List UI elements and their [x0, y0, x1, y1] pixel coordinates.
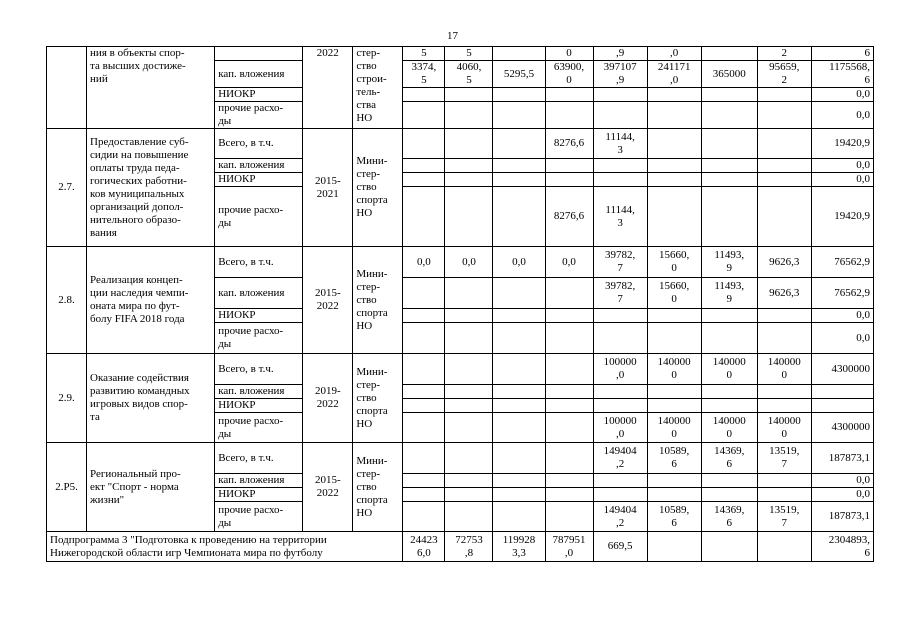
- value-cell: [701, 474, 757, 488]
- value-cell: [493, 159, 545, 173]
- value-cell: [757, 385, 811, 399]
- value-cell: [403, 354, 445, 385]
- value-cell: [701, 173, 757, 187]
- value-cell: [545, 399, 593, 413]
- value-cell: [593, 399, 647, 413]
- value-cell: 39782, 7: [593, 247, 647, 278]
- value-cell: [493, 323, 545, 354]
- value-cell: [493, 354, 545, 385]
- value-cell: [493, 309, 545, 323]
- value-cell: [403, 88, 445, 102]
- value-cell: [701, 129, 757, 159]
- value-cell: [593, 309, 647, 323]
- value-cell: [701, 399, 757, 413]
- value-cell: [647, 474, 701, 488]
- value-cell: [647, 385, 701, 399]
- value-cell: 5: [403, 47, 445, 61]
- value-cell: [647, 102, 701, 129]
- value-cell: [403, 129, 445, 159]
- expense-type: кап. вложения: [215, 278, 303, 309]
- value-cell: [445, 443, 493, 474]
- value-cell: [493, 474, 545, 488]
- value-cell: 6: [811, 47, 873, 61]
- value-cell: [647, 129, 701, 159]
- value-cell: 241171 ,0: [647, 61, 701, 88]
- value-cell: [445, 187, 493, 247]
- value-cell: [545, 278, 593, 309]
- value-cell: 95659, 2: [757, 61, 811, 88]
- value-cell: 365000: [701, 61, 757, 88]
- expense-type: кап. вложения: [215, 385, 303, 399]
- value-cell: [701, 488, 757, 502]
- value-cell: [493, 187, 545, 247]
- value-cell: 3374, 5: [403, 61, 445, 88]
- expense-type: прочие расхо- ды: [215, 102, 303, 129]
- expense-type: Всего, в т.ч.: [215, 443, 303, 474]
- value-cell: [445, 129, 493, 159]
- value-cell: 0,0: [493, 247, 545, 278]
- value-cell: [647, 88, 701, 102]
- value-cell: [403, 323, 445, 354]
- table-row: [47, 354, 874, 385]
- years: 2015- 2022: [303, 247, 353, 354]
- value-cell: 15660, 0: [647, 247, 701, 278]
- value-cell: [545, 488, 593, 502]
- years: 2019- 2022: [303, 354, 353, 443]
- executor: Мини- стер- ство спорта НО: [353, 129, 403, 247]
- value-cell: [593, 173, 647, 187]
- value-cell: [701, 309, 757, 323]
- value-cell: [403, 502, 445, 532]
- value-cell: [403, 309, 445, 323]
- value-cell: 0,0: [545, 247, 593, 278]
- value-cell: 10589, 6: [647, 502, 701, 532]
- value-cell: [701, 88, 757, 102]
- budget-table: [46, 46, 874, 562]
- value-cell: 1175568, 6: [811, 61, 873, 88]
- subtotal-row: [47, 532, 874, 562]
- value-cell: 9626,3: [757, 278, 811, 309]
- value-cell: [445, 323, 493, 354]
- page-number: 17: [447, 30, 458, 42]
- value-cell: [493, 88, 545, 102]
- expense-type: НИОКР: [215, 88, 303, 102]
- value-cell: [647, 173, 701, 187]
- value-cell: 11493, 9: [701, 247, 757, 278]
- value-cell: [701, 102, 757, 129]
- value-cell: [593, 102, 647, 129]
- value-cell: [545, 474, 593, 488]
- expense-type: прочие расхо- ды: [215, 187, 303, 247]
- item-number: 2.Р5.: [47, 443, 87, 532]
- value-cell: [757, 159, 811, 173]
- value-cell: [445, 278, 493, 309]
- expense-type: НИОКР: [215, 173, 303, 187]
- value-cell: [493, 502, 545, 532]
- value-cell: [445, 399, 493, 413]
- value-cell: [757, 474, 811, 488]
- value-cell: [593, 474, 647, 488]
- item-number: 2.9.: [47, 354, 87, 443]
- value-cell: [701, 385, 757, 399]
- value-cell: [493, 278, 545, 309]
- value-cell: ,0: [647, 47, 701, 61]
- item-number: 2.7.: [47, 129, 87, 247]
- value-cell: 39782, 7: [593, 278, 647, 309]
- value-cell: [445, 354, 493, 385]
- value-cell: [701, 323, 757, 354]
- value-cell: 187873,1: [811, 502, 873, 532]
- value-cell: [811, 385, 873, 399]
- value-cell: [545, 309, 593, 323]
- expense-type: НИОКР: [215, 399, 303, 413]
- value-cell: [757, 88, 811, 102]
- value-cell: [593, 88, 647, 102]
- expense-type: прочие расхо- ды: [215, 502, 303, 532]
- value-cell: [701, 532, 757, 562]
- value-cell: [593, 323, 647, 354]
- value-cell: 2: [757, 47, 811, 61]
- value-cell: [493, 385, 545, 399]
- value-cell: [647, 399, 701, 413]
- expense-type: Всего, в т.ч.: [215, 354, 303, 385]
- value-cell: [403, 187, 445, 247]
- value-cell: 140000 0: [647, 413, 701, 443]
- value-cell: 5: [445, 47, 493, 61]
- value-cell: 0,0: [811, 323, 873, 354]
- table-row: [47, 47, 874, 61]
- value-cell: 13519, 7: [757, 502, 811, 532]
- value-cell: 19420,9: [811, 187, 873, 247]
- value-cell: 24423 6,0: [403, 532, 445, 562]
- value-cell: [445, 102, 493, 129]
- value-cell: [757, 399, 811, 413]
- years: 2022: [303, 47, 353, 129]
- expense-type: Всего, в т.ч.: [215, 247, 303, 278]
- value-cell: [647, 187, 701, 247]
- table-row: [47, 443, 874, 474]
- value-cell: [403, 399, 445, 413]
- value-cell: [545, 413, 593, 443]
- years: 2015- 2022: [303, 443, 353, 532]
- value-cell: [701, 187, 757, 247]
- table-row: [47, 129, 874, 159]
- item-description: Реализация концеп- ции наследия чемпи- оната мира по фут- болу FIFA 2018 года: [87, 247, 215, 354]
- value-cell: 5295,5: [493, 61, 545, 88]
- value-cell: [403, 173, 445, 187]
- value-cell: [493, 413, 545, 443]
- value-cell: 8276,6: [545, 187, 593, 247]
- item-number: 2.8.: [47, 247, 87, 354]
- value-cell: 13519, 7: [757, 443, 811, 474]
- expense-type: [215, 47, 303, 61]
- value-cell: [701, 47, 757, 61]
- value-cell: 2304893, 6: [811, 532, 873, 562]
- item-number: [47, 47, 87, 129]
- value-cell: [493, 488, 545, 502]
- executor: Мини- стер- ство спорта НО: [353, 354, 403, 443]
- item-description: ния в объекты спор- та высших достиже- ний: [87, 47, 215, 129]
- value-cell: [445, 502, 493, 532]
- value-cell: [593, 159, 647, 173]
- value-cell: [647, 159, 701, 173]
- value-cell: [493, 443, 545, 474]
- value-cell: 9626,3: [757, 247, 811, 278]
- item-description: Региональный про- ект "Спорт - норма жизни": [87, 443, 215, 532]
- value-cell: 149404 ,2: [593, 443, 647, 474]
- value-cell: [445, 413, 493, 443]
- expense-type: прочие расхо- ды: [215, 413, 303, 443]
- executor: Мини- стер- ство спорта НО: [353, 443, 403, 532]
- value-cell: [403, 159, 445, 173]
- value-cell: [445, 88, 493, 102]
- value-cell: ,9: [593, 47, 647, 61]
- value-cell: [445, 173, 493, 187]
- value-cell: 149404 ,2: [593, 502, 647, 532]
- value-cell: 187873,1: [811, 443, 873, 474]
- value-cell: 0,0: [445, 247, 493, 278]
- value-cell: [647, 488, 701, 502]
- value-cell: 76562,9: [811, 247, 873, 278]
- item-description: Оказание содействия развитию командных игровых видов спор- та: [87, 354, 215, 443]
- value-cell: [757, 129, 811, 159]
- value-cell: 0,0: [811, 102, 873, 129]
- value-cell: [757, 187, 811, 247]
- value-cell: [545, 102, 593, 129]
- value-cell: [445, 474, 493, 488]
- value-cell: [403, 102, 445, 129]
- value-cell: [445, 309, 493, 323]
- value-cell: 14369, 6: [701, 443, 757, 474]
- value-cell: 140000 0: [757, 354, 811, 385]
- value-cell: 0,0: [811, 488, 873, 502]
- value-cell: 669,5: [593, 532, 647, 562]
- item-description: Предоставление суб- сидии на повышение оплаты труда педа- гогических работни- ков муниципальных организаций допол- нительного образо- вания: [87, 129, 215, 247]
- value-cell: 787951 ,0: [545, 532, 593, 562]
- expense-type: кап. вложения: [215, 159, 303, 173]
- expense-type: НИОКР: [215, 309, 303, 323]
- value-cell: 11144, 3: [593, 187, 647, 247]
- value-cell: [593, 385, 647, 399]
- value-cell: 140000 0: [701, 354, 757, 385]
- value-cell: [403, 474, 445, 488]
- value-cell: [445, 385, 493, 399]
- value-cell: [757, 488, 811, 502]
- value-cell: [493, 399, 545, 413]
- value-cell: 10589, 6: [647, 443, 701, 474]
- value-cell: 0,0: [811, 173, 873, 187]
- value-cell: 11144, 3: [593, 129, 647, 159]
- value-cell: 140000 0: [701, 413, 757, 443]
- value-cell: 140000 0: [647, 354, 701, 385]
- executor: Мини- стер- ство спорта НО: [353, 247, 403, 354]
- value-cell: [403, 278, 445, 309]
- value-cell: 119928 3,3: [493, 532, 545, 562]
- value-cell: 0,0: [811, 474, 873, 488]
- value-cell: [545, 323, 593, 354]
- value-cell: [403, 413, 445, 443]
- value-cell: [757, 309, 811, 323]
- value-cell: 8276,6: [545, 129, 593, 159]
- value-cell: [545, 354, 593, 385]
- value-cell: [445, 159, 493, 173]
- value-cell: 0,0: [403, 247, 445, 278]
- value-cell: 63900, 0: [545, 61, 593, 88]
- value-cell: 11493, 9: [701, 278, 757, 309]
- value-cell: 4060, 5: [445, 61, 493, 88]
- value-cell: [545, 88, 593, 102]
- value-cell: [493, 47, 545, 61]
- value-cell: 72753 ,8: [445, 532, 493, 562]
- value-cell: 19420,9: [811, 129, 873, 159]
- value-cell: [757, 323, 811, 354]
- expense-type: Всего, в т.ч.: [215, 129, 303, 159]
- value-cell: [545, 173, 593, 187]
- value-cell: [403, 488, 445, 502]
- value-cell: [757, 173, 811, 187]
- value-cell: 0,0: [811, 88, 873, 102]
- value-cell: 100000 ,0: [593, 413, 647, 443]
- value-cell: [403, 443, 445, 474]
- table-row: [47, 247, 874, 278]
- value-cell: [647, 323, 701, 354]
- value-cell: [647, 309, 701, 323]
- expense-type: прочие расхо- ды: [215, 323, 303, 354]
- expense-type: НИОКР: [215, 488, 303, 502]
- years: 2015- 2021: [303, 129, 353, 247]
- value-cell: 4300000: [811, 413, 873, 443]
- value-cell: 0,0: [811, 159, 873, 173]
- value-cell: 76562,9: [811, 278, 873, 309]
- value-cell: 14369, 6: [701, 502, 757, 532]
- value-cell: [445, 488, 493, 502]
- value-cell: 4300000: [811, 354, 873, 385]
- value-cell: 100000 ,0: [593, 354, 647, 385]
- subtotal-label: Подпрограмма 3 "Подготовка к проведению на территории Нижегородской области игр Чемпионата мира по футболу: [47, 532, 403, 562]
- value-cell: [593, 488, 647, 502]
- value-cell: 0,0: [811, 309, 873, 323]
- value-cell: [811, 399, 873, 413]
- value-cell: [493, 129, 545, 159]
- value-cell: 140000 0: [757, 413, 811, 443]
- value-cell: [493, 173, 545, 187]
- value-cell: [493, 102, 545, 129]
- expense-type: кап. вложения: [215, 474, 303, 488]
- value-cell: [701, 159, 757, 173]
- value-cell: [545, 443, 593, 474]
- executor: стер- ство строи- тель- ства НО: [353, 47, 403, 129]
- value-cell: [403, 385, 445, 399]
- value-cell: [757, 532, 811, 562]
- value-cell: [545, 385, 593, 399]
- value-cell: 397107 ,9: [593, 61, 647, 88]
- value-cell: 15660, 0: [647, 278, 701, 309]
- expense-type: кап. вложения: [215, 61, 303, 88]
- value-cell: [757, 102, 811, 129]
- value-cell: 0: [545, 47, 593, 61]
- value-cell: [545, 159, 593, 173]
- value-cell: [545, 502, 593, 532]
- value-cell: [647, 532, 701, 562]
